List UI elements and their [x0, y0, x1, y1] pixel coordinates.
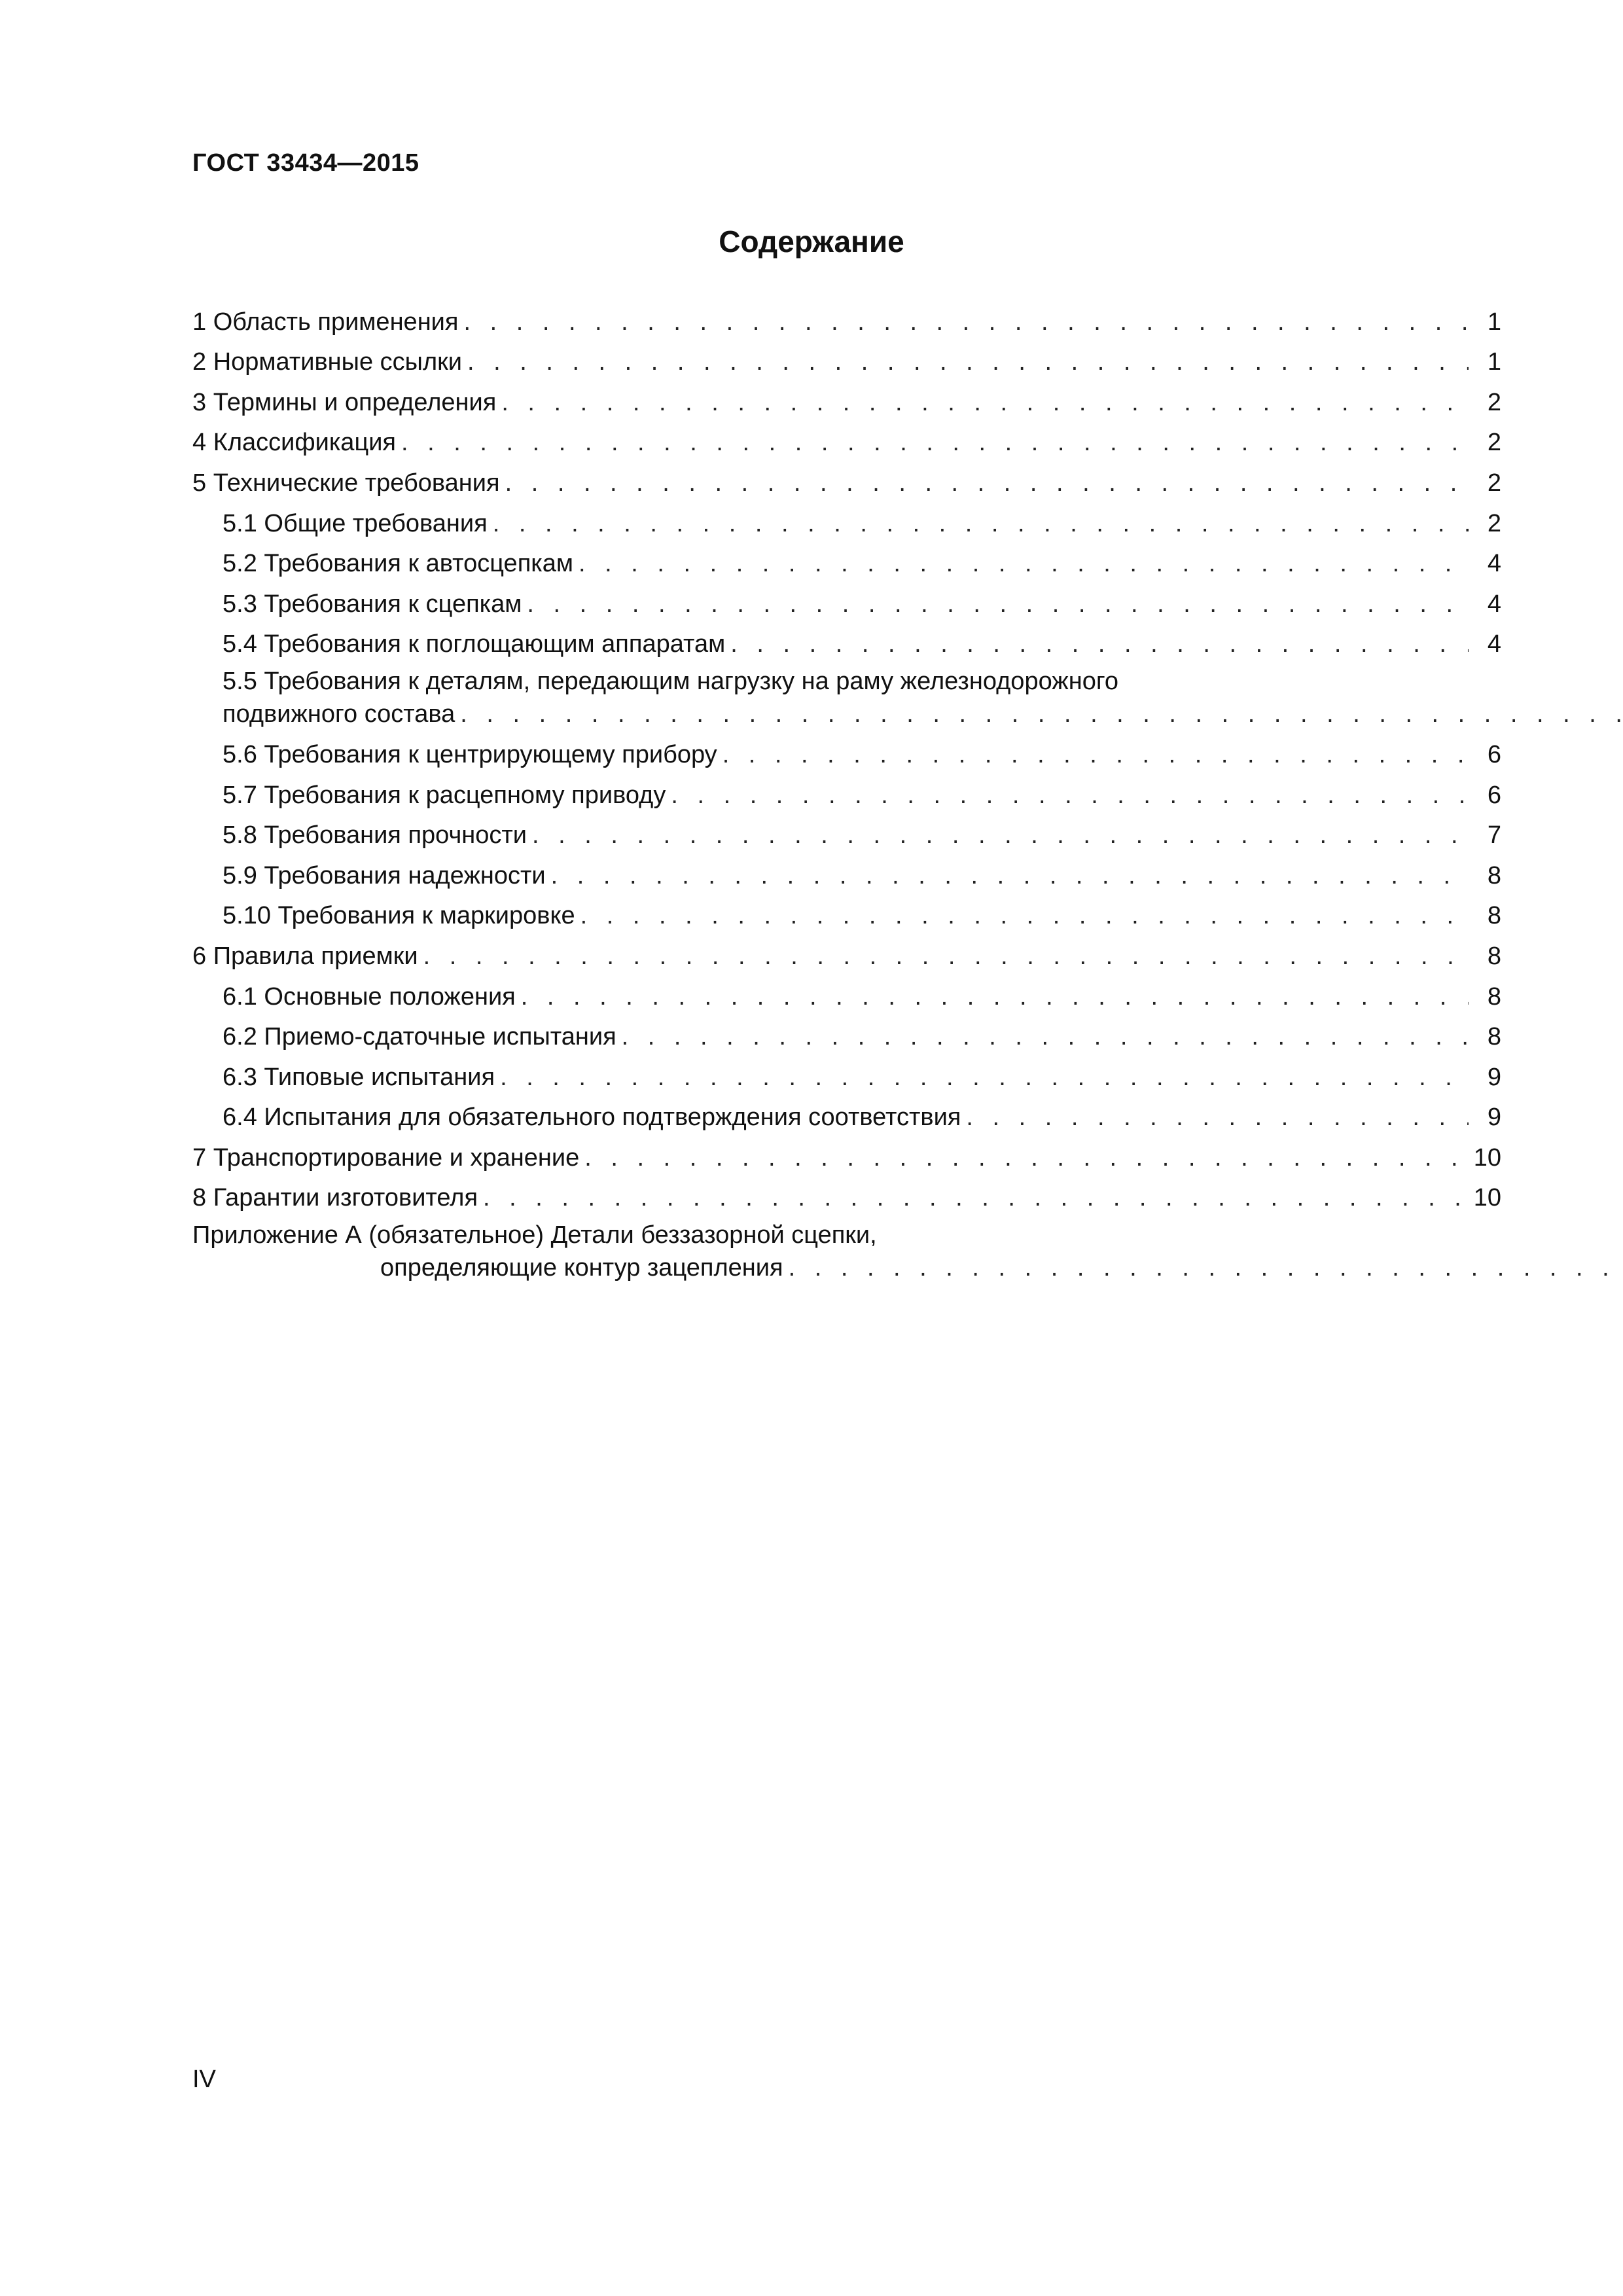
toc-entry-label: 5 Технические требования [192, 469, 500, 497]
toc-entry-4[interactable] [192, 419, 1501, 459]
toc-title: Содержание [719, 224, 904, 259]
toc-entry-6-3[interactable] [192, 1053, 1501, 1094]
dot-leader [505, 467, 1469, 499]
toc-entry-page: 4 [1487, 590, 1501, 618]
toc-entry-multiline [192, 1219, 1623, 1284]
toc-entry-5-2[interactable] [192, 540, 1501, 581]
toc-entry-6[interactable] [192, 932, 1501, 973]
toc-entry-label: 5.10 Требования к маркировке [223, 902, 575, 930]
toc-entry-label: 4 Классификация [192, 429, 397, 457]
toc-entry-page: 8 [1487, 902, 1501, 930]
dot-leader [460, 698, 1623, 730]
dot-leader [500, 1061, 1469, 1094]
dot-leader [532, 819, 1469, 852]
dot-leader [584, 1141, 1467, 1174]
dot-leader [730, 628, 1469, 660]
toc-entry-multiline [223, 665, 1623, 730]
toc-entry-page: 2 [1487, 388, 1501, 416]
toc-entry-8[interactable] [192, 1174, 1501, 1215]
toc-entry-5-10[interactable] [192, 892, 1501, 933]
toc-entry-5[interactable] [192, 459, 1501, 499]
dot-leader [789, 1251, 1623, 1284]
toc-entry-label: 5.3 Требования к сцепкам [223, 590, 522, 618]
dot-leader [521, 980, 1469, 1013]
toc-entry-label: 5.7 Требования к расцепному приводу [223, 781, 666, 809]
toc-entry-page: 6 [1487, 781, 1501, 809]
dot-leader [527, 588, 1469, 620]
toc-entry-second-line [223, 698, 1623, 730]
dot-leader [966, 1101, 1469, 1134]
toc-entry-page: 10 [1473, 1184, 1501, 1212]
toc-entry-page: 8 [1487, 1023, 1501, 1051]
toc-entry-5-8[interactable] [192, 812, 1501, 852]
toc-entry-5-1[interactable] [192, 499, 1501, 540]
toc-entry-label: 6.4 Испытания для обязательного подтверждения соответствия [223, 1103, 961, 1132]
toc-entry-label: 6 Правила приемки [192, 942, 418, 970]
dot-leader [463, 306, 1469, 338]
toc-entry-page: 2 [1487, 509, 1501, 537]
toc-entry-annex-a[interactable] [192, 1214, 1501, 1284]
toc-entry-label-line1: Приложение А (обязательное) Детали беззазорной сцепки, [192, 1221, 877, 1249]
toc-entry-page: 8 [1487, 982, 1501, 1011]
dot-leader [579, 547, 1469, 580]
toc-entry-label: 8 Гарантии изготовителя [192, 1184, 478, 1212]
toc-entry-second-line [192, 1251, 1623, 1284]
toc-entry-page: 2 [1487, 429, 1501, 457]
toc-entry-page: 1 [1487, 308, 1501, 336]
toc-entry-page: 6 [1487, 740, 1501, 768]
toc-entry-label: 7 Транспортирование и хранение [192, 1143, 580, 1172]
toc-entry-5-9[interactable] [192, 852, 1501, 892]
toc-entry-6-1[interactable] [192, 973, 1501, 1013]
table-of-contents [192, 298, 1501, 1284]
dot-leader [467, 346, 1469, 378]
toc-entry-page: 8 [1487, 942, 1501, 970]
toc-entry-label: 5.1 Общие требования [223, 509, 488, 537]
toc-entry-label-line2: определяющие контур зацепления [380, 1254, 783, 1282]
toc-entry-5-5[interactable] [192, 660, 1501, 730]
dot-leader [622, 1020, 1469, 1053]
toc-entry-label: 5.6 Требования к центрирующему прибору [223, 740, 717, 768]
toc-entry-page: 4 [1487, 550, 1501, 578]
toc-entry-page: 7 [1487, 821, 1501, 850]
toc-entry-5-4[interactable] [192, 620, 1501, 661]
toc-entry-label: 5.8 Требования прочности [223, 821, 527, 850]
toc-entry-6-4[interactable] [192, 1094, 1501, 1134]
toc-entry-label: 5.4 Требования к поглощающим аппаратам [223, 630, 726, 658]
toc-entry-label: 6.3 Типовые испытания [223, 1063, 495, 1091]
toc-entry-2[interactable] [192, 338, 1501, 379]
toc-entry-page: 10 [1473, 1143, 1501, 1172]
dot-leader [551, 859, 1469, 892]
document-code: ГОСТ 33434—2015 [192, 149, 419, 177]
dot-leader [493, 507, 1469, 540]
toc-entry-page: 2 [1487, 469, 1501, 497]
toc-entry-label: 5.9 Требования надежности [223, 861, 546, 889]
toc-entry-page: 8 [1487, 861, 1501, 889]
dot-leader [671, 779, 1469, 812]
toc-entry-page: 9 [1487, 1103, 1501, 1132]
dot-leader [401, 426, 1469, 459]
toc-entry-label-line1: 5.5 Требования к деталям, передающим нагрузку на раму железнодорожного [223, 668, 1118, 696]
toc-entry-label-line2: подвижного состава [223, 700, 455, 728]
toc-entry-label: 2 Нормативные ссылки [192, 348, 462, 376]
toc-entry-page: 9 [1487, 1063, 1501, 1091]
toc-entry-label: 6.2 Приемо-сдаточные испытания [223, 1023, 616, 1051]
dot-leader [483, 1181, 1467, 1214]
dot-leader [423, 940, 1469, 973]
toc-entry-page: 4 [1487, 630, 1501, 658]
toc-entry-5-3[interactable] [192, 580, 1501, 620]
toc-entry-page: 1 [1487, 348, 1501, 376]
toc-entry-6-2[interactable] [192, 1013, 1501, 1054]
toc-entry-label: 6.1 Основные положения [223, 982, 516, 1011]
toc-entry-label: 5.2 Требования к автосцепкам [223, 550, 573, 578]
toc-entry-5-7[interactable] [192, 771, 1501, 812]
toc-entry-3[interactable] [192, 378, 1501, 419]
dot-leader [501, 386, 1469, 419]
toc-entry-7[interactable] [192, 1134, 1501, 1174]
page-number: IV [192, 2066, 216, 2093]
dot-leader [722, 738, 1469, 771]
toc-entry-1[interactable] [192, 298, 1501, 338]
toc-entry-5-6[interactable] [192, 730, 1501, 771]
toc-entry-label: 3 Термины и определения [192, 388, 497, 416]
dot-leader [580, 899, 1469, 932]
toc-entry-label: 1 Область применения [192, 308, 459, 336]
